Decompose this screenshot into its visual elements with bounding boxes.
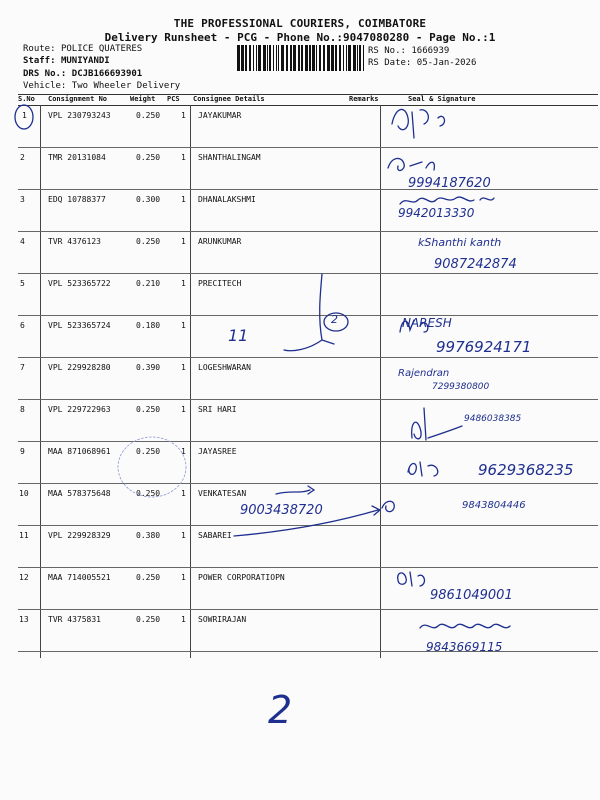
- row-weight: 0.250: [136, 573, 161, 582]
- table-row: [18, 105, 598, 147]
- runsheet-subtitle: Delivery Runsheet - PCG - Phone No.:9047080280 - Page No.:1: [104, 31, 496, 44]
- handwritten-mark: 11: [228, 326, 249, 345]
- row-consignee: SABAREI: [198, 531, 232, 540]
- col-consignee: Consignee Details: [193, 95, 265, 103]
- row-weight: 0.300: [136, 195, 161, 204]
- row-weight: 0.250: [136, 615, 161, 624]
- handwritten-name: NARESH: [402, 316, 452, 330]
- row-pcs: 1: [181, 279, 186, 288]
- handwritten-phone: 9843804446: [462, 500, 526, 511]
- handwritten-phone: 9486038385: [464, 414, 522, 424]
- row-consignee: SOWRIRAJAN: [198, 615, 247, 624]
- row-pcs: 1: [181, 489, 186, 498]
- row-consignment: TVR 4376123: [48, 237, 101, 246]
- row-consignment: VPL 523365722: [48, 279, 111, 288]
- row-rule: [18, 273, 598, 274]
- row-rule: [18, 147, 598, 148]
- row-sno: 8: [20, 405, 25, 414]
- handwritten-name: kShanthi kanth: [418, 236, 502, 249]
- row-rule: [18, 189, 598, 190]
- drs-info: DRS No.: DCJB166693901: [23, 69, 143, 79]
- row-consignment: VPL 229928280: [48, 363, 111, 372]
- row-consignment: VPL 229928329: [48, 531, 111, 540]
- row-weight: 0.250: [136, 489, 161, 498]
- staff-info: Staff: MUNIYANDI: [23, 56, 110, 66]
- col-weight: Weight: [130, 95, 156, 103]
- row-weight: 0.250: [136, 237, 161, 246]
- row-pcs: 1: [181, 111, 186, 120]
- row-sno: 9: [20, 447, 25, 456]
- row-consignee: ARUNKUMAR: [198, 237, 242, 246]
- row-consignee: PRECITECH: [198, 279, 242, 288]
- handwritten-phone: 9994187620: [408, 176, 491, 191]
- row-sno: 7: [20, 363, 25, 372]
- table-row: [18, 525, 598, 567]
- row-rule: [18, 525, 598, 526]
- handwritten-phone: 7299380800: [432, 382, 490, 392]
- table-row: [18, 147, 598, 189]
- route-info: Route: POLICE QUATERES: [23, 44, 143, 54]
- row-weight: 0.380: [136, 531, 161, 540]
- row-pcs: 1: [181, 405, 186, 414]
- row-consignee: SHANTHALINGAM: [198, 153, 261, 162]
- table-row: [18, 273, 598, 315]
- row-consignee: DHANALAKSHMI: [198, 195, 256, 204]
- row-consignment: VPL 229722963: [48, 405, 111, 414]
- row-consignment: EDQ 10788377: [48, 195, 106, 204]
- row-rule: [18, 399, 598, 400]
- row-sno: 5: [20, 279, 25, 288]
- row-rule: [18, 231, 598, 232]
- row-consignment: MAA 578375648: [48, 489, 111, 498]
- row-consignment: MAA 871068961: [48, 447, 111, 456]
- row-pcs: 1: [181, 363, 186, 372]
- col-consignment: Consignment No: [48, 95, 108, 103]
- row-pcs: 1: [181, 615, 186, 624]
- handwritten-phone: 9087242874: [434, 257, 517, 272]
- row-consignment: TVR 4375831: [48, 615, 101, 624]
- row-consignee: LOGESHWARAN: [198, 363, 251, 372]
- row-rule: [18, 567, 598, 568]
- handwritten-phone: 9843669115: [426, 640, 503, 654]
- handwritten-mark: 2: [331, 313, 338, 326]
- row-rule: [18, 315, 598, 316]
- row-consignment: VPL 230793243: [48, 111, 111, 120]
- row-weight: 0.250: [136, 405, 161, 414]
- handwritten-name: Rajendran: [398, 368, 450, 379]
- row-weight: 0.210: [136, 279, 161, 288]
- row-sno: 11: [19, 531, 29, 540]
- row-sno: 2: [20, 153, 25, 162]
- row-consignment: TMR 20131084: [48, 153, 106, 162]
- row-sno: 12: [19, 573, 29, 582]
- row-pcs: 1: [181, 531, 186, 540]
- row-sno: 13: [19, 615, 29, 624]
- company-title: THE PROFESSIONAL COURIERS, COIMBATORE: [173, 17, 427, 30]
- row-weight: 0.250: [136, 447, 161, 456]
- table-row: [18, 189, 598, 231]
- row-rule: [18, 441, 598, 442]
- rs-date-info: RS Date: 05-Jan-2026: [368, 58, 477, 68]
- vehicle-info: Vehicle: Two Wheeler Delivery: [23, 81, 181, 91]
- row-pcs: 1: [181, 447, 186, 456]
- barcode-image: [237, 45, 365, 71]
- row-rule: [18, 483, 598, 484]
- row-consignee: JAYAKUMAR: [198, 111, 242, 120]
- row-sno: 4: [20, 237, 25, 246]
- col-remarks: Remarks: [349, 95, 379, 103]
- handwritten-phone: 9861049001: [430, 588, 513, 603]
- handwritten-mark: 2: [268, 688, 293, 732]
- row-consignee: POWER CORPORATIOPN: [198, 573, 285, 582]
- table-row: [18, 357, 598, 399]
- row-sno: 1: [22, 111, 27, 120]
- row-weight: 0.180: [136, 321, 161, 330]
- handwritten-phone: 9003438720: [240, 503, 323, 518]
- col-sno: S.No: [18, 95, 35, 103]
- row-pcs: 1: [181, 195, 186, 204]
- row-consignment: VPL 523365724: [48, 321, 111, 330]
- handwritten-phone: 9942013330: [398, 206, 475, 220]
- row-consignment: MAA 714005521: [48, 573, 111, 582]
- row-sno: 3: [20, 195, 25, 204]
- handwritten-phone: 9976924171: [436, 338, 532, 356]
- row-rule: [18, 651, 598, 652]
- row-sno: 6: [20, 321, 25, 330]
- row-pcs: 1: [181, 153, 186, 162]
- row-weight: 0.250: [136, 153, 161, 162]
- row-weight: 0.250: [136, 111, 161, 120]
- col-pcs: PCS: [167, 95, 180, 103]
- row-pcs: 1: [181, 237, 186, 246]
- row-consignee: JAYASREE: [198, 447, 237, 456]
- rs-no-info: RS No.: 1666939: [368, 46, 450, 56]
- row-pcs: 1: [181, 321, 186, 330]
- row-weight: 0.390: [136, 363, 161, 372]
- row-rule: [18, 357, 598, 358]
- col-seal: Seal & Signature: [408, 95, 476, 103]
- row-rule: [18, 609, 598, 610]
- row-sno: 10: [19, 489, 29, 498]
- handwritten-phone: 9629368235: [478, 461, 574, 479]
- row-consignee: VENKATESAN: [198, 489, 247, 498]
- table-row: [18, 609, 598, 651]
- row-pcs: 1: [181, 573, 186, 582]
- row-consignee: SRI HARI: [198, 405, 237, 414]
